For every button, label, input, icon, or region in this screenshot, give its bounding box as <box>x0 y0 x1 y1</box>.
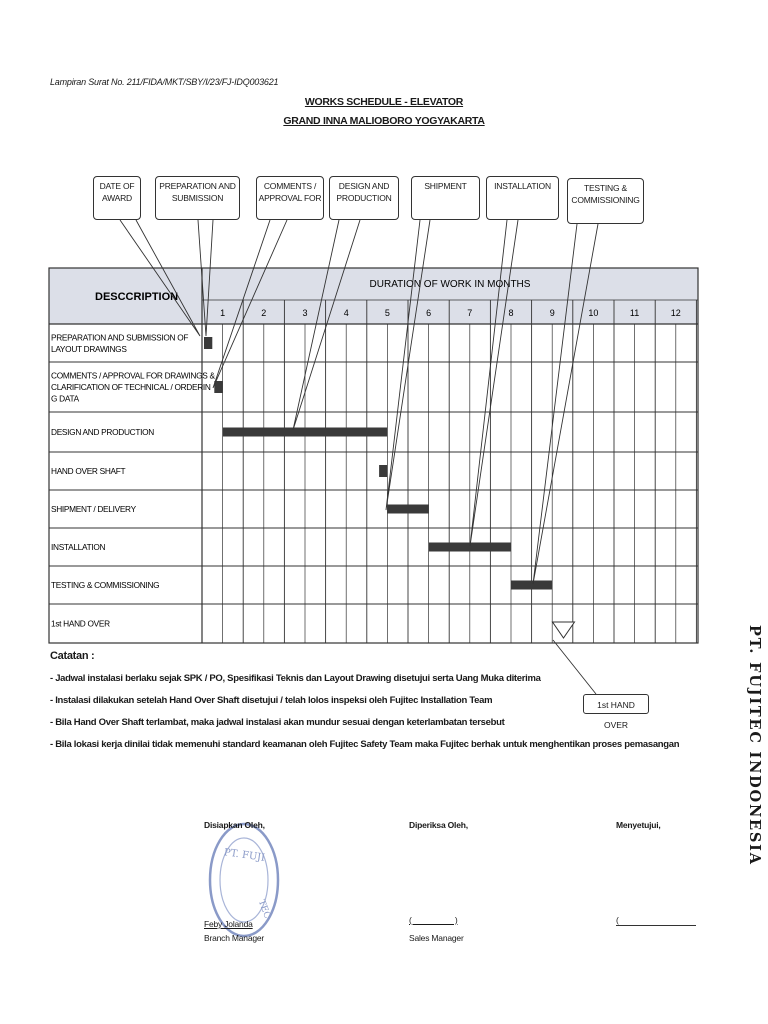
row-label: HAND OVER SHAFT <box>51 466 126 476</box>
document-title: WORKS SCHEDULE - ELEVATOR <box>304 96 464 108</box>
handover-callout: 1st HAND OVER <box>583 694 649 714</box>
handover-milestone <box>553 622 575 638</box>
callout-testing: TESTING & COMMISSIONING <box>567 178 644 224</box>
approved-by-signature-line: ( <box>616 915 696 926</box>
callout-installation: INSTALLATION <box>486 176 559 220</box>
row-label: SHIPMENT / DELIVERY <box>51 504 136 514</box>
month-label: 4 <box>343 308 349 318</box>
duration-header: DURATION OF WORK IN MONTHS <box>369 279 531 290</box>
svg-text:PT. FUJI: PT. FUJI <box>223 847 266 864</box>
month-label: 9 <box>549 308 555 318</box>
note-line-3: - Bila Hand Over Shaft terlambat, maka jadwal instalasi akan mundur sesuai dengan keterlambatan tersebut <box>50 717 505 728</box>
prepared-by-role: Branch Manager <box>204 933 265 943</box>
callout-date-of-award: DATE OF AWARD <box>93 176 141 220</box>
note-line-1: - Jadwal instalasi berlaku sejak SPK / PO, Spesifikasi Teknis dan Layout Drawing disetujui serta Uang Muka diterima <box>50 673 541 684</box>
description-header: DESCCRIPTION <box>95 291 179 303</box>
gantt-bar <box>511 581 552 590</box>
month-label: 10 <box>588 308 599 318</box>
row-label: DESIGN AND PRODUCTION <box>51 427 154 437</box>
project-name: GRAND INNA MALIOBORO YOGYAKARTA <box>283 115 485 127</box>
month-label: 1 <box>220 308 226 318</box>
callout-comments-approval: COMMENTS / APPROVAL FOR <box>256 176 324 220</box>
svg-text:TEC: TEC <box>255 898 272 921</box>
gantt-bar <box>204 337 212 349</box>
row-label: TESTING & COMMISSIONING <box>51 580 160 590</box>
checked-by-label: Diperiksa Oleh, <box>409 820 468 830</box>
checked-by-role: Sales Manager <box>409 933 464 943</box>
row-label: INSTALLATION <box>51 542 106 552</box>
row-label: COMMENTS / APPROVAL FOR DRAWINGS & CLARIFICATION OF TECHNICAL / ORDERIN G DATA <box>51 370 215 404</box>
reference-number: Lampiran Surat No. 211/FIDA/MKT/SBY/I/23/FJ-IDQ003621 <box>50 77 279 87</box>
callout-preparation: PREPARATION AND SUBMISSION <box>155 176 240 220</box>
prepared-by-name: Feby Jolanda <box>204 919 253 929</box>
prepared-by-label: Disiapkan Oleh, <box>204 820 265 830</box>
company-name-vertical <box>745 625 765 915</box>
month-label: 6 <box>426 308 432 318</box>
month-label: 7 <box>467 308 473 318</box>
notes-heading: Catatan : <box>50 650 95 662</box>
callout-shipment: SHIPMENT <box>411 176 480 220</box>
leader-line <box>293 220 360 430</box>
month-label: 8 <box>508 308 514 318</box>
note-line-2: - Instalasi dilakukan setelah Hand Over Shaft disetujui / telah lolos inspeksi oleh Fujitec Installation Team <box>50 695 493 706</box>
approved-by-label: Menyetujui, <box>616 820 661 830</box>
gantt-bar <box>223 428 388 437</box>
month-label: 2 <box>261 308 267 318</box>
month-label: 3 <box>302 308 308 318</box>
checked-by-signature-line: ( ) <box>409 915 458 925</box>
month-label: 11 <box>629 308 640 318</box>
callout-design-production: DESIGN AND PRODUCTION <box>329 176 399 220</box>
company-name-text: PT. FUJITEC INDONESIA <box>746 625 763 866</box>
gantt-bar <box>379 465 387 477</box>
row-label: 1st HAND OVER <box>51 618 110 629</box>
note-line-4: - Bila lokasi kerja dinilai tidak memenuhi standard keamanan oleh Fujitec Safety Team maka Fujitec berhak untuk menghentikan proses pemasangan <box>50 739 680 750</box>
gantt-bar <box>387 505 428 514</box>
row-label: PREPARATION AND SUBMISSION OF LAYOUT DRAWINGS <box>51 332 189 354</box>
row-labels <box>51 332 216 628</box>
month-label: 5 <box>384 308 390 318</box>
month-label: 12 <box>670 308 681 318</box>
